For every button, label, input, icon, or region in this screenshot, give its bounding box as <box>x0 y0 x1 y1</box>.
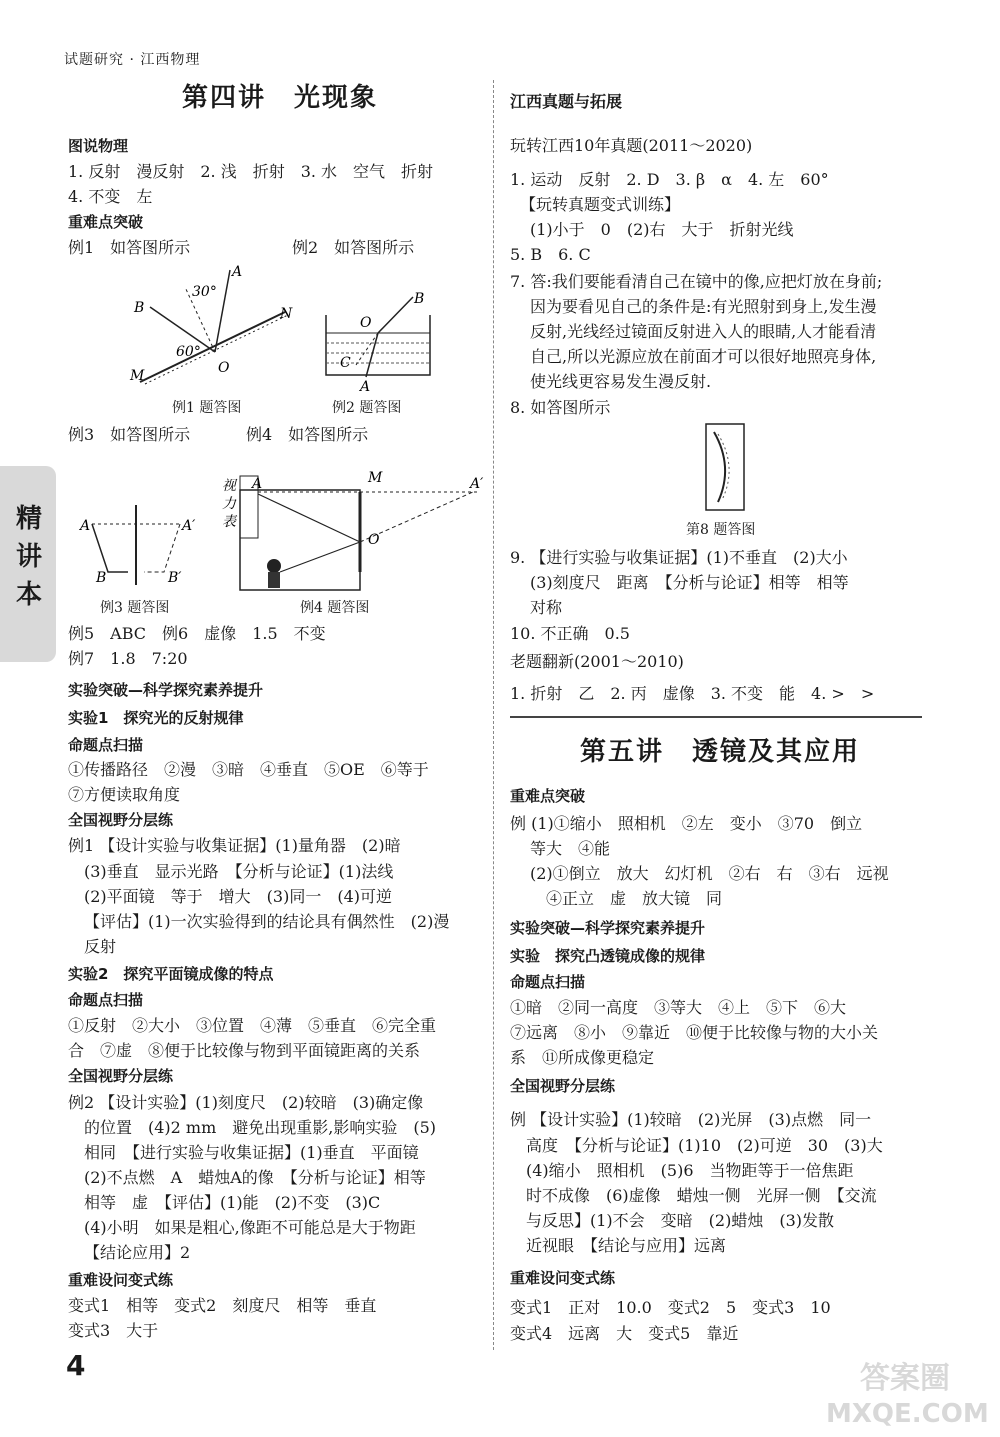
answer-line: ①暗 ②同一高度 ③等大 ④上 ⑤下 ⑥大 <box>510 998 847 1017</box>
answer-line: 因为要看见自己的条件是:有光照射到身上,发生漫 <box>530 297 877 316</box>
fig-label: A <box>80 518 91 534</box>
answer-line: 7. 答:我们要能看清自己在镜中的像,应把灯放在身前; <box>510 272 883 291</box>
answer-line: 系 ⑪所成像更稳定 <box>510 1048 655 1067</box>
fig-label: B <box>414 291 425 307</box>
answer-line: 反射 <box>84 937 117 956</box>
side-tab-char: 讲 <box>15 542 42 572</box>
answer-line: 相同 【进行实验与收集证据】(1)垂直 平面镜 <box>84 1143 419 1162</box>
fig-label: A <box>252 476 263 492</box>
answer-line: 10. 不正确 0.5 <box>510 624 630 643</box>
answer-line: 1. 折射 乙 2. 丙 虚像 3. 不变 能 4. > > <box>510 684 875 703</box>
answer-line: 的位置 (4)2 mm 避免出现重影,影响实验 (5) <box>84 1118 437 1137</box>
side-tab-char: 精 <box>15 504 42 534</box>
lecture-title-4: 第四讲 光现象 <box>182 83 379 113</box>
answer-line: ⑦远离 ⑧小 ⑨靠近 ⑩便于比较像与物的大小关 <box>510 1023 879 1042</box>
answer-line: 例 (1)①缩小 照相机 ②左 变小 ③70 倒立 <box>510 814 863 833</box>
section-heading: 命题点扫描 <box>510 973 586 991</box>
section-heading: 江西真题与拓展 <box>510 92 623 111</box>
answer-line: 例4 如答图所示 <box>246 425 369 444</box>
answer-line: 变式3 大于 <box>68 1321 159 1340</box>
answer-line: 合 ⑦虚 ⑧便于比较像与物到平面镜距离的关系 <box>68 1041 421 1060</box>
section-heading: 全国视野分层练 <box>68 1067 174 1085</box>
fig-label: 力 <box>222 496 236 512</box>
fig-label: B′ <box>168 570 182 586</box>
section-heading: 实验1 探究光的反射规律 <box>68 709 244 727</box>
fig-label: B <box>134 300 145 316</box>
answer-line: 5. B 6. C <box>510 245 591 264</box>
answer-line: ⑦方便读取角度 <box>68 785 181 804</box>
answer-line: 例1 【设计实验与收集证据】(1)量角器 (2)暗 <box>68 836 401 855</box>
page-number: 4 <box>66 1349 86 1382</box>
answer-line: 例 【设计实验】(1)较暗 (2)光屏 (3)点燃 同一 <box>510 1110 872 1129</box>
fig-label: 30° <box>192 284 217 300</box>
fig-label: 视 <box>222 478 236 494</box>
figure-caption: 例4 题答图 <box>300 600 370 616</box>
section-subheading: 老题翻新(2001～2010) <box>510 652 684 671</box>
answer-line: 变式4 远离 大 变式5 靠近 <box>510 1324 739 1343</box>
answer-line: 例7 1.8 7:20 <box>68 649 188 668</box>
answer-line: 8. 如答图所示 <box>510 398 611 417</box>
answer-line: 相等 虚 【评估】(1)能 (2)不变 (3)C <box>84 1193 381 1212</box>
fig-label: 表 <box>222 514 236 530</box>
answer-line: 例3 如答图所示 <box>68 425 191 444</box>
lecture-title-5: 第五讲 透镜及其应用 <box>580 737 861 767</box>
answer-line: (2)平面镜 等于 增大 (3)同一 (4)可逆 <box>84 887 392 906</box>
section-heading: 实验突破—科学探究素养提升 <box>68 681 264 699</box>
fig-label: 60° <box>176 344 201 360</box>
answer-line: (3)垂直 显示光路 【分析与论证】(1)法线 <box>84 862 394 881</box>
fig-label: A′ <box>182 518 196 534</box>
fig-label: M <box>130 368 145 384</box>
figure-caption: 例3 题答图 <box>100 600 170 616</box>
side-tab-char: 本 <box>15 580 42 610</box>
answer-line: 例1 如答图所示 <box>68 238 191 257</box>
answer-line: 时不成像 (6)虚像 蜡烛一侧 光屏一侧 【交流 <box>526 1186 877 1205</box>
answer-line: (1)小于 0 (2)右 大于 折射光线 <box>530 220 794 239</box>
side-tab-label <box>14 500 44 614</box>
section-heading: 命题点扫描 <box>68 736 144 754</box>
answer-line: 【结论应用】2 <box>84 1243 191 1262</box>
section-heading: 重难设问变式练 <box>510 1269 616 1287</box>
figure-example-3 <box>76 500 196 590</box>
answer-line: 与反思】(1)不会 变暗 (2)蜡烛 (3)发散 <box>526 1211 834 1230</box>
section-subheading: 玩转江西10年真题(2011～2020) <box>510 136 753 155</box>
answer-line: 【评估】(1)一次实验得到的结论具有偶然性 (2)漫 <box>84 912 450 931</box>
section-heading: 重难点突破 <box>510 787 586 805</box>
section-heading: 实验突破—科学探究素养提升 <box>510 919 706 937</box>
section-heading: 图说物理 <box>68 137 129 155</box>
fig-label: O <box>218 360 230 376</box>
section-heading: 实验 探究凸透镜成像的规律 <box>510 947 706 965</box>
answer-line: 自己,所以光源应放在前面才可以很好地照亮身体, <box>530 347 877 366</box>
answer-line: 近视眼 【结论与应用】远离 <box>526 1236 727 1255</box>
figure-caption: 第8 题答图 <box>686 522 756 538</box>
answer-line: ①反射 ②大小 ③位置 ④薄 ⑤垂直 ⑥完全重 <box>68 1016 437 1035</box>
figure-example-1 <box>120 262 300 392</box>
answer-line: 例2 【设计实验】(1)刻度尺 (2)较暗 (3)确定像 <box>68 1093 424 1112</box>
answer-line: 9. 【进行实验与收集证据】(1)不垂直 (2)大小 <box>510 548 848 567</box>
answer-line: 变式1 正对 10.0 变式2 5 变式3 10 <box>510 1298 831 1317</box>
answer-line: 1. 运动 反射 2. D 3. β α 4. 左 60° <box>510 170 829 189</box>
fig-label: M <box>368 470 383 486</box>
answer-line: (4)小明 如果是粗心,像距不可能总是大于物距 <box>84 1218 416 1237</box>
watermark-logo <box>820 1350 990 1430</box>
answer-line: 变式1 相等 变式2 刻度尺 相等 垂直 <box>68 1296 377 1315</box>
answer-line: (2)①倒立 放大 幻灯机 ②右 右 ③右 远视 <box>530 864 889 883</box>
answer-line: ④正立 虚 放大镜 同 <box>546 889 723 908</box>
answer-line: 等大 ④能 <box>530 839 611 858</box>
section-heading: 全国视野分层练 <box>510 1077 616 1095</box>
fig-label: O <box>368 532 380 548</box>
answer-line: (4)缩小 照相机 (5)6 当物距等于一倍焦距 <box>526 1161 854 1180</box>
fig-label: N <box>280 306 293 322</box>
answer-line: 例5 ABC 例6 虚像 1.5 不变 <box>68 624 326 643</box>
answer-line: 高度 【分析与论证】(1)10 (2)可逆 30 (3)大 <box>526 1136 883 1155</box>
column-divider <box>493 80 494 1350</box>
section-heading: 实验2 探究平面镜成像的特点 <box>68 965 274 983</box>
answer-line: 例2 如答图所示 <box>292 238 415 257</box>
fig-label: A <box>232 264 243 280</box>
answer-line: (2)不点燃 A 蜡烛A的像 【分析与论证】相等 <box>84 1168 426 1187</box>
answer-line: 对称 <box>530 598 563 617</box>
running-header: 试题研究 · 江西物理 <box>64 52 201 68</box>
fig-label: B <box>96 570 107 586</box>
figure-caption: 例1 题答图 <box>172 400 242 416</box>
figure-caption: 例2 题答图 <box>332 400 402 416</box>
svg-text:MXQE.COM: MXQE.COM <box>826 1399 989 1429</box>
answer-line: 反射,光线经过镜面反射进入人的眼睛,人才能看清 <box>530 322 877 341</box>
answer-line: 1. 反射 漫反射 2. 浅 折射 3. 水 空气 折射 <box>68 162 434 181</box>
figure-example-2 <box>318 285 438 395</box>
answer-line: 使光线更容易发生漫反射. <box>530 372 712 391</box>
answer-line: (3)刻度尺 距离 【分析与论证】相等 相等 <box>530 573 849 592</box>
fig-label: A <box>360 379 371 395</box>
figure-example-4 <box>218 462 490 594</box>
fig-label: C <box>340 355 351 371</box>
section-heading: 命题点扫描 <box>68 991 144 1009</box>
answer-line: ①传播路径 ②漫 ③暗 ④垂直 ⑤OE ⑥等于 <box>68 760 429 779</box>
fig-label: A′ <box>470 476 484 492</box>
fig-label: O <box>360 315 372 331</box>
answer-line: 4. 不变 左 <box>68 187 153 206</box>
section-heading: 重难设问变式练 <box>68 1271 174 1289</box>
section-divider <box>510 716 922 718</box>
figure-question-8 <box>700 420 750 514</box>
section-heading: 重难点突破 <box>68 213 144 231</box>
answer-line: 【玩转真题变式训练】 <box>520 195 681 214</box>
svg-text:答案圈: 答案圈 <box>860 1361 950 1396</box>
section-heading: 全国视野分层练 <box>68 811 174 829</box>
